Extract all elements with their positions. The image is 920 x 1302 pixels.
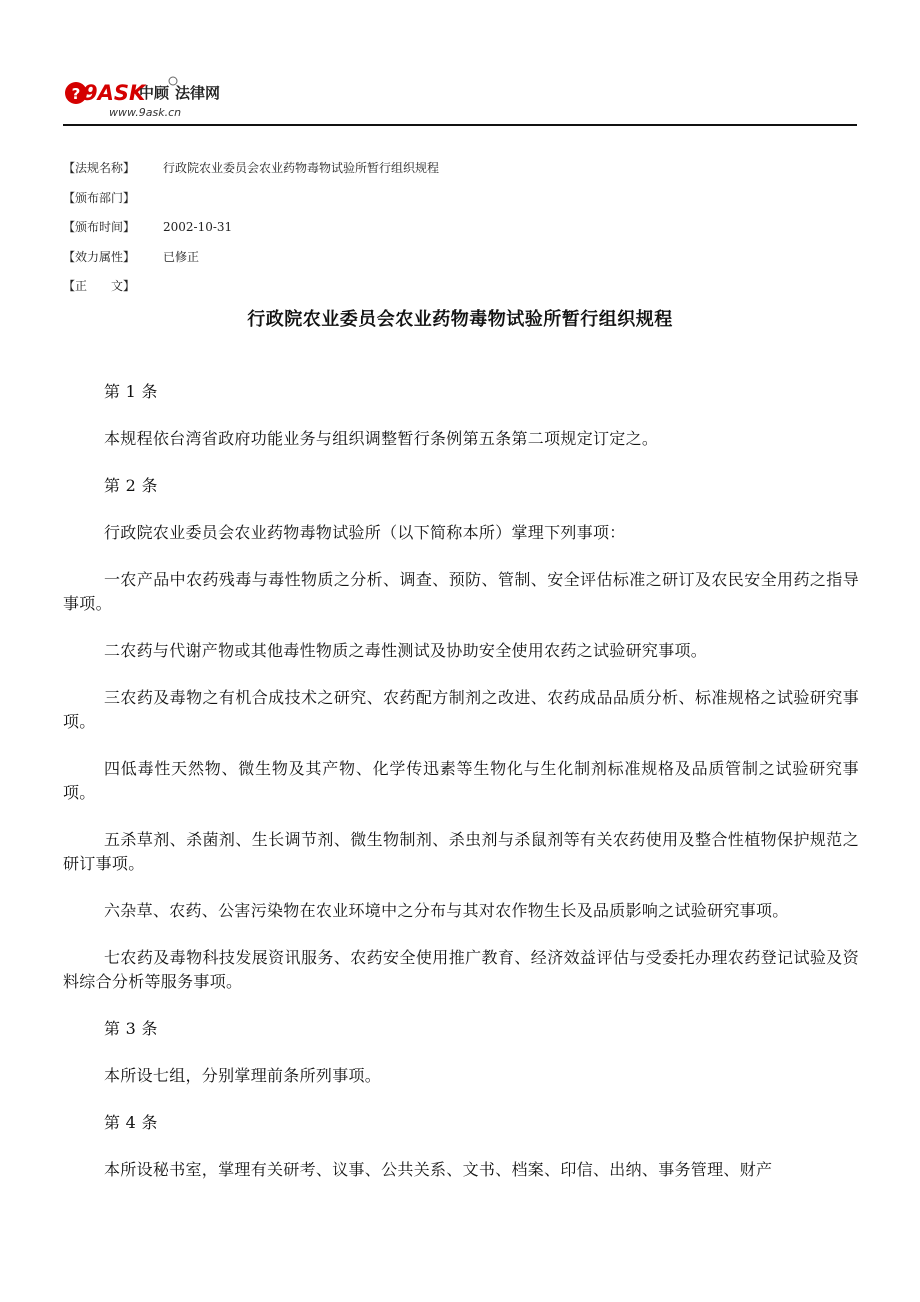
paragraph: 五杀草剂、杀菌剂、生长调节剂、微生物制剂、杀虫剂与杀鼠剂等有关农药使用及整合性植物保护规范之研订事项。 — [63, 830, 859, 873]
meta-row-status — [63, 243, 439, 273]
paragraph: 七农药及毒物科技发展资讯服务、农药安全使用推广教育、经济效益评估与受委托办理农药登记试验及资料综合分析等服务事项。 — [63, 948, 859, 991]
meta-row-body — [63, 272, 439, 302]
logo-brand-law: 法律网 — [175, 84, 221, 102]
document-title: 行政院农业委员会农业药物毒物试验所暂行组织规程 — [247, 309, 673, 330]
paragraph: 二农药与代谢产物或其他毒性物质之毒性测试及协助安全使用农药之试验研究事项。 — [104, 641, 708, 660]
meta-value: 行政院农业委员会农业药物毒物试验所暂行组织规程 — [163, 161, 440, 175]
article-heading: 第 2 条 — [104, 476, 158, 495]
paragraph: 本规程依台湾省政府功能业务与组织调整暂行条例第五条第二项规定订定之。 — [104, 429, 659, 448]
logo-brand-latin: 9ASK — [83, 81, 146, 105]
paragraph: 行政院农业委员会农业药物毒物试验所（以下简称本所）掌理下列事项： — [104, 523, 626, 542]
paragraph: 四低毒性天然物、微生物及其产物、化学传迅素等生物化与生化制剂标准规格及品质管制之试验研究事项。 — [63, 759, 859, 802]
article-heading: 第 1 条 — [104, 382, 158, 401]
meta-row-date — [63, 213, 439, 243]
meta-row-department — [63, 184, 439, 214]
meta-label: 【法规名称】 — [63, 161, 136, 175]
paragraph: 三农药及毒物之有机合成技术之研究、农药配方制剂之改进、农药成品品质分析、标准规格之试验研究事项。 — [63, 688, 859, 731]
logo-url: www.9ask.cn — [109, 106, 182, 119]
logo-brand-cn: 中顾 — [139, 84, 170, 102]
paragraph: 本所设七组，分别掌理前条所列事项。 — [104, 1066, 382, 1085]
document-body — [63, 380, 859, 1205]
paragraph: 一农产品中农药残毒与毒性物质之分析、调查、预防、管制、安全评估标准之研订及农民安全用药之指导事项。 — [63, 570, 859, 613]
meta-label: 【颁布部门】 — [63, 190, 136, 205]
article-heading: 第 4 条 — [104, 1113, 158, 1132]
paragraph: 六杂草、农药、公害污染物在农业环境中之分布与其对农作物生长及品质影响之试验研究事项。 — [104, 901, 789, 920]
meta-label: 【颁布时间】 — [63, 220, 136, 234]
svg-text:?: ? — [71, 85, 81, 103]
law-metadata — [63, 154, 439, 302]
header-divider — [63, 124, 857, 126]
meta-row-name — [63, 154, 439, 184]
meta-value: 2002-10-31 — [163, 220, 233, 234]
site-logo[interactable] — [63, 72, 253, 120]
question-mark-circle-icon — [63, 72, 253, 120]
paragraph: 本所设秘书室，掌理有关研考、议事、公共关系、文书、档案、印信、出纳、事务管理、财产 — [104, 1160, 773, 1179]
meta-label: 【效力属性】 — [63, 249, 136, 264]
meta-label: 【正 文】 — [63, 279, 136, 293]
article-heading: 第 3 条 — [104, 1019, 158, 1038]
meta-value: 已修正 — [163, 249, 200, 264]
